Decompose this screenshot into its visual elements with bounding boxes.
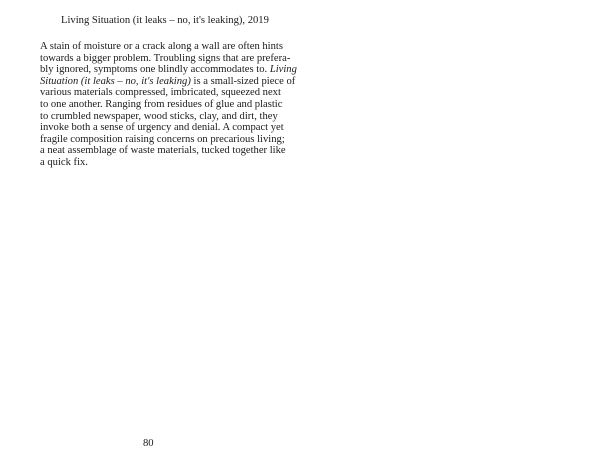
text-line bbox=[40, 145, 286, 157]
text-line-roman: a neat assemblage of waste materials, tucked together like bbox=[40, 145, 286, 157]
text-line bbox=[40, 133, 285, 146]
artwork-title-italic: Situation (it leaks – no, it's leaking) bbox=[40, 75, 191, 87]
text-line-roman: various materials compressed, imbricated, squeezed next bbox=[40, 87, 281, 99]
text-line-roman: invoke both a sense of urgency and denial. A compact yet bbox=[40, 122, 284, 134]
text-line bbox=[40, 52, 291, 65]
text-line bbox=[40, 122, 284, 134]
text-line bbox=[40, 111, 280, 123]
text-line-roman: towards a bigger problem. Troubling signs that are prefera- bbox=[40, 52, 291, 64]
text-line-roman: fragile composition raising concerns on precarious living; bbox=[40, 133, 285, 145]
page-title: Living Situation (it leaks – no, it's leaking), 2019 bbox=[61, 15, 269, 26]
artwork-title-italic: Living bbox=[269, 64, 297, 76]
text-line-roman: is a small-sized piece of bbox=[193, 75, 296, 87]
text-line-roman: to one another. Ranging from residues of glue and plastic bbox=[40, 98, 283, 110]
body-paragraph bbox=[40, 41, 297, 169]
text-line bbox=[40, 64, 297, 76]
text-line bbox=[40, 75, 296, 88]
text-line bbox=[40, 98, 283, 111]
text-line-roman: bly ignored, symptoms one blindly accommodates to. bbox=[40, 64, 268, 76]
text-line bbox=[40, 157, 280, 169]
text-line bbox=[40, 87, 280, 99]
text-line bbox=[40, 41, 283, 53]
text-line-roman: a quick fix. bbox=[40, 156, 88, 168]
page-number: 80 bbox=[143, 438, 154, 449]
text-line-roman: to crumbled newspaper, wood sticks, clay, and dirt, they bbox=[40, 110, 278, 122]
text-line-roman: A stain of moisture or a crack along a wall are often hints bbox=[40, 41, 283, 52]
